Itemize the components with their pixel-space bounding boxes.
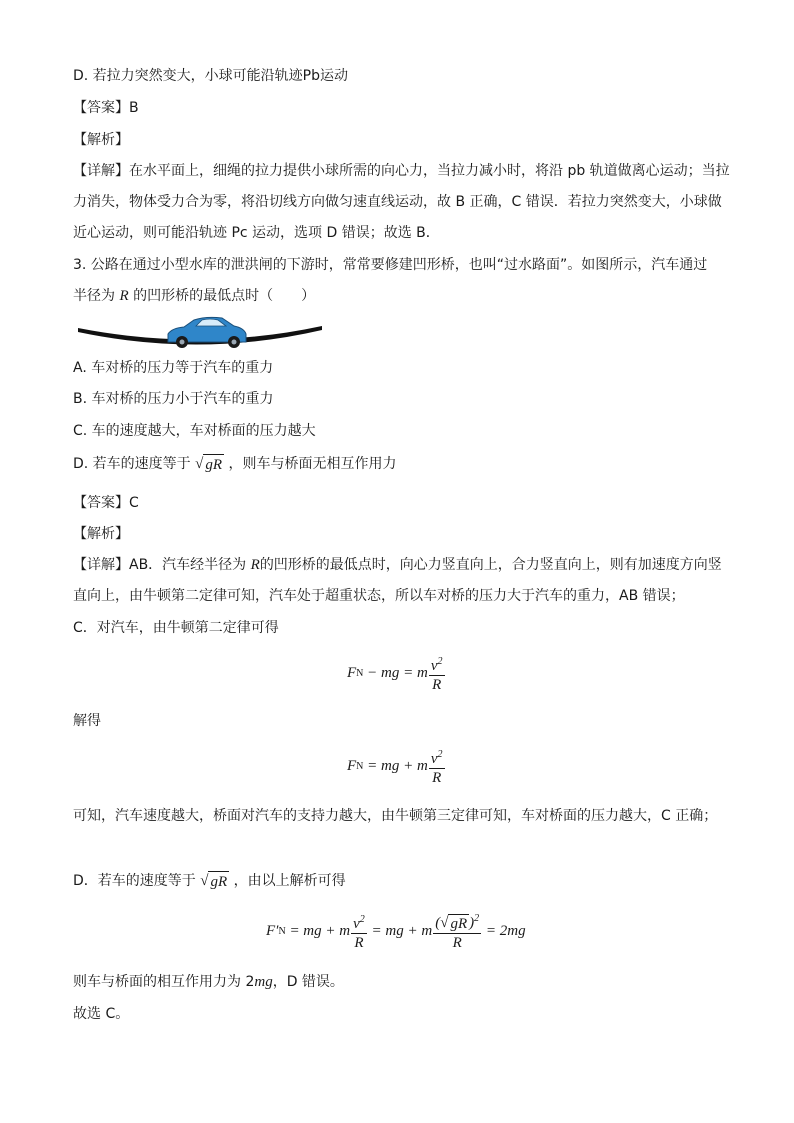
equation-2: F N = mg + m $\frac{v^2}{R}$ xyxy=(347,746,446,787)
question-3-line-1: 3. 公路在通过小型水库的泄洪闸的下游时，常常要修建凹形桥，也叫“过水路面”。如图所示，汽车通过 xyxy=(73,257,708,273)
result-line: 则车与桥面的相互作用力为 2mg，D 错误。 xyxy=(73,974,344,990)
detail-line-2: 力消失，物体受力合为零，将沿切线方向做匀速直线运动，故 B 正确，C 错误．若拉力突然变大，小球做 xyxy=(73,194,722,210)
detail-line-1: 【详解】在水平面上，细绳的拉力提供小球所需的向心力，当拉力减小时，将沿 pb 轨道做离心运动；当拉 xyxy=(73,163,730,179)
option-a: A. 车对桥的压力等于汽车的重力 xyxy=(73,360,274,376)
option-d: D. 若车的速度等于 √ gR ，则车与桥面无相互作用力 xyxy=(73,456,397,473)
option-b: B. 车对桥的压力小于汽车的重力 xyxy=(73,391,274,407)
question-3-line-2: 半径为 R 的凹形桥的最低点时（ ） xyxy=(73,288,316,304)
detail2-line-3: C．对汽车，由牛顿第二定律可得 xyxy=(73,620,279,636)
sqrt-gR: √ gR xyxy=(195,456,223,473)
detail2-line-2: 直向上，由牛顿第二定律可知，汽车处于超重状态，所以车对桥的压力大于汽车的重力，AB 错误； xyxy=(73,588,685,604)
part-d-line: D．若车的速度等于 √ gR ，由以上解析可得 xyxy=(73,873,346,890)
equation-1: F N − mg = m $\frac{v^2}{R}$ xyxy=(347,653,446,694)
solve-label: 解得 xyxy=(73,713,101,729)
option-c: C. 车的速度越大，车对桥面的压力越大 xyxy=(73,423,316,439)
concave-bridge-figure xyxy=(76,310,326,350)
detail-line-3: 近心运动，则可能沿轨迹 Pc 运动，选项 D 错误；故选 B． xyxy=(73,225,440,241)
conclusion-line: 可知，汽车速度越大，桥面对汽车的支持力越大，由牛顿第三定律可知，车对桥面的压力越大，C 正确； xyxy=(73,808,718,824)
analysis-label-1: 【解析】 xyxy=(73,132,129,148)
answer-label-2: 【答案】C xyxy=(73,495,139,511)
analysis-label-2: 【解析】 xyxy=(73,526,129,542)
final-choice: 故选 C。 xyxy=(73,1006,130,1022)
option-d-previous: D. 若拉力突然变大，小球可能沿轨迹Pb运动 xyxy=(73,68,349,84)
answer-label-1: 【答案】B xyxy=(73,100,139,116)
detail2-line-1: 【详解】AB．汽车经半径为 R的凹形桥的最低点时，向心力竖直向上，合力竖直向上，则有加速度方向竖 xyxy=(73,557,722,573)
equation-3: F′ N = mg + m $\frac{v^2}{R}$ = mg + m ( √ gR )$^2$ R = 2mg xyxy=(266,910,526,952)
